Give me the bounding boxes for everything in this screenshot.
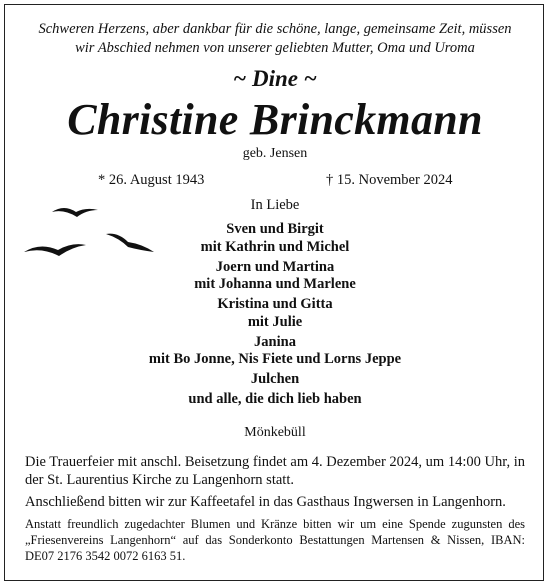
in-love-label: In Liebe: [250, 197, 300, 213]
family-group: [0, 371, 550, 389]
family-line: mit Johanna und Marlene: [194, 276, 356, 292]
family-group: [0, 259, 550, 294]
family-line: Julchen: [250, 371, 300, 387]
donation-info: Anstatt freundlich zugedachter Blumen und Kränze bitten wir um eine Spende zugunsten des „Friesenvereins Langenhorn“ auf das Sonderkonto Bestattungen Martensen & Nissen, IBAN: DE07 2176 3542 0072 6163 51.: [25, 517, 525, 563]
family-line: Kristina und Gitta: [217, 296, 333, 312]
coffee-info: Anschließend bitten wir zur Kaffeetafel in das Gasthaus Ingwersen in Langenhorn.: [25, 494, 506, 510]
deceased-name: Christine Brinckmann: [67, 95, 483, 144]
family-line: und alle, die dich lieb haben: [188, 391, 362, 407]
family-line: mit Bo Jonne, Nis Fiete und Lorns Jeppe: [148, 351, 402, 367]
family-line: mit Kathrin und Michel: [200, 238, 350, 255]
family-group: [0, 391, 550, 409]
family-line: mit Julie: [247, 313, 303, 330]
family-group: [0, 334, 550, 369]
death-date: † 15. November 2024: [326, 172, 453, 188]
intro-text: [0, 20, 550, 58]
nickname: ~ Dine ~: [233, 66, 317, 91]
intro-line-1: Schweren Herzens, aber dankbar für die schöne, lange, gemeinsame Zeit, müssen: [38, 21, 512, 37]
family-group: [0, 296, 550, 331]
birth-date: * 26. August 1943: [98, 172, 205, 188]
place-name: Mönkebüll: [244, 425, 306, 440]
family-line: Joern und Martina: [215, 258, 335, 275]
intro-line-2: wir Abschied nehmen von unserer geliebten Mutter, Oma und Uroma: [75, 40, 475, 56]
maiden-name: geb. Jensen: [242, 146, 308, 161]
family-list: [0, 221, 550, 411]
family-line: Janina: [254, 333, 296, 350]
family-line: Sven und Birgit: [226, 221, 324, 237]
funeral-info: Die Trauerfeier mit anschl. Beisetzung findet am 4. Dezember 2024, um 14:00 Uhr, in der St. Laurentius Kirche zu Langenhorn statt.: [25, 454, 525, 488]
family-group: [0, 221, 550, 256]
